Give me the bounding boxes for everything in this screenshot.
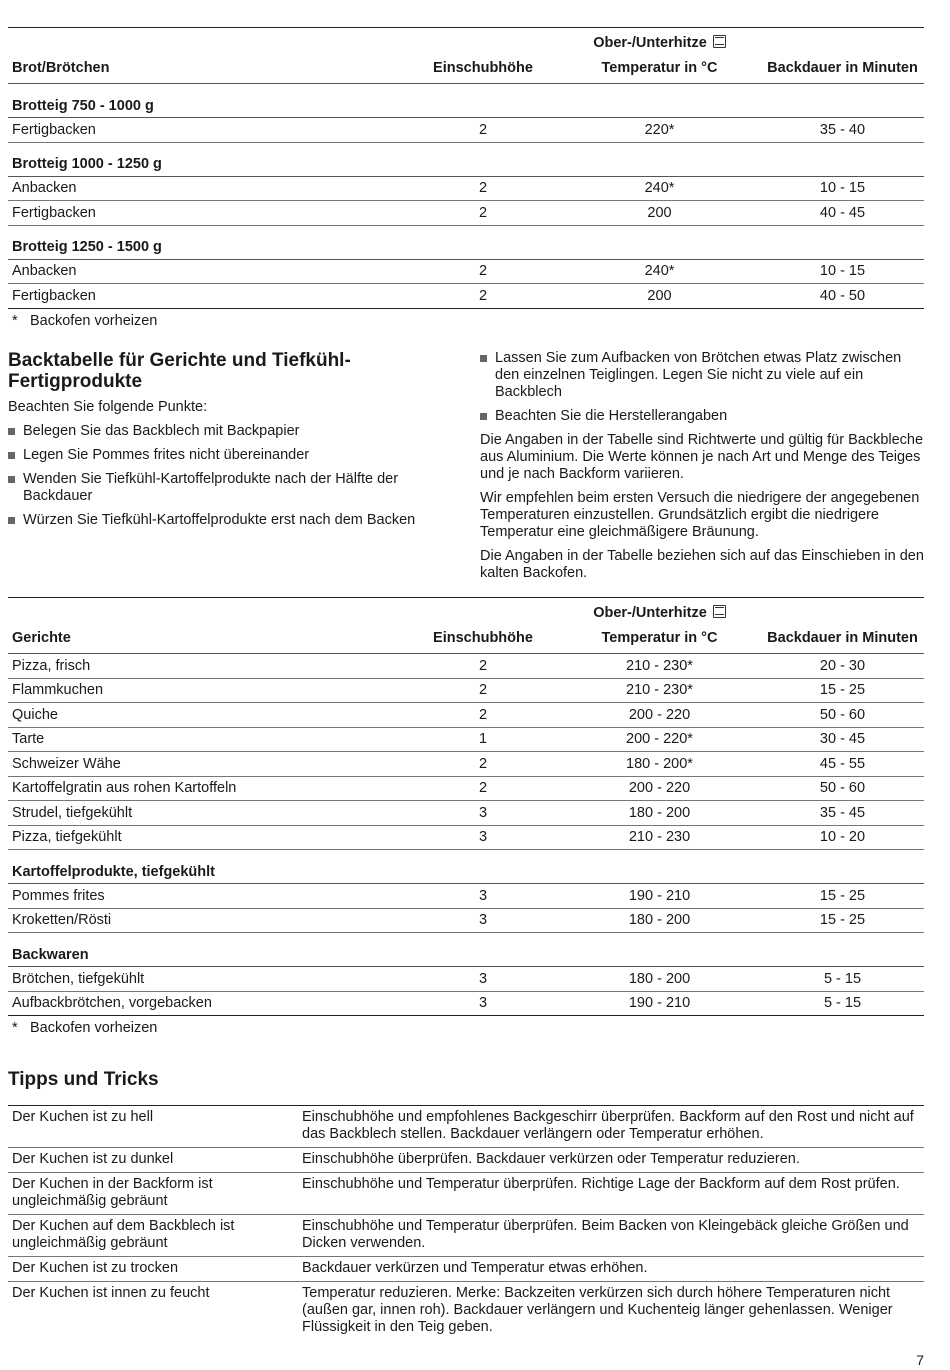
level-cell: 2 — [408, 284, 558, 309]
footnote-text: Backofen vorheizen — [30, 1020, 158, 1036]
list-item: Belegen Sie das Backblech mit Backpapier — [8, 423, 458, 440]
footnote-star: * — [12, 1020, 18, 1036]
footnote — [8, 309, 924, 333]
mode-label-cell: Ober-/Unterhitze — [558, 28, 761, 54]
bullet-list-right — [480, 350, 926, 425]
problem-cell: Der Kuchen in der Backform ist ungleichmäßig gebräunt — [8, 1173, 298, 1215]
table-row: Kroketten/Rösti 3 180 - 200 15 - 25 — [8, 908, 924, 933]
footnote-text: Backofen vorheizen — [30, 312, 158, 329]
dish-cell: Fertigbacken — [8, 284, 408, 309]
table-row — [8, 1282, 924, 1341]
temperature-cell: 240* — [558, 259, 761, 284]
bullet-square-icon — [480, 413, 487, 420]
solution-cell: Backdauer verkürzen und Temperatur etwas erhöhen. — [298, 1257, 924, 1282]
bullet-list-left — [8, 423, 458, 529]
table-row: Aufbackbrötchen, vorgebacken 3 190 - 210 5 - 15 — [8, 991, 924, 1016]
notes-left-column — [8, 350, 458, 536]
table-row: Strudel, tiefgekühlt 3 180 - 200 35 - 45 — [8, 801, 924, 826]
bullet-square-icon — [8, 517, 15, 524]
temperature-cell: 200 — [558, 201, 761, 226]
bread-baking-table — [8, 27, 924, 309]
list-item: Legen Sie Pommes frites nicht übereinander — [8, 447, 458, 464]
solution-cell: Einschubhöhe und empfohlenes Backgeschirr überprüfen. Backform auf den Rost und nicht auf das Backblech stellen. Backdauer verlängern oder Temperatur erhöhen. — [298, 1106, 924, 1148]
temperature-cell: 220* — [558, 118, 761, 143]
solution-cell: Temperatur reduzieren. Merke: Backzeiten verkürzen sich durch höhere Temperaturen nicht (außen gar, innen roh). Backdauer verlängern und Kuchenteig länger gehenlassen. Weniger Flüssigkeit in den Teig geben. — [302, 1285, 893, 1335]
mode-label-cell: Ober-/Unterhitze — [558, 598, 761, 624]
dish-cell: Fertigbacken — [8, 201, 408, 226]
paragraph: Die Angaben in der Tabelle sind Richtwerte und gültig für Backbleche aus Aluminium. Die Werte können je nach Art und Menge des Teiges und je nach Backform variieren. — [480, 432, 924, 482]
group-title: Brotteig 750 - 1000 g — [8, 84, 924, 118]
duration-cell: 35 - 40 — [761, 118, 924, 143]
column-header: Einschubhöhe — [408, 54, 558, 84]
table-row: Kartoffelgratin aus rohen Kartoffeln 2 200 - 220 50 - 60 — [8, 776, 924, 801]
table-row — [8, 1148, 924, 1173]
solution-cell: Einschubhöhe überprüfen. Backdauer verkürzen oder Temperatur reduzieren. — [298, 1148, 924, 1173]
tips-table — [8, 1105, 924, 1340]
paragraph: Wir empfehlen beim ersten Versuch die niedrigere der angegebenen Temperaturen einzustellen. Grundsätzlich ergibt die niedrigere Temperatur eine gleichmäßigere Bräunung. — [480, 490, 920, 540]
table-row — [8, 259, 924, 284]
bullet-square-icon — [8, 476, 15, 483]
tips-heading: Tipps und Tricks — [8, 1069, 159, 1090]
list-item: Wenden Sie Tiefkühl-Kartoffelprodukte nach der Hälfte der Backdauer — [8, 471, 458, 505]
table-row — [8, 1215, 924, 1257]
level-cell: 2 — [408, 259, 558, 284]
column-header: Backdauer in Minuten — [761, 54, 924, 84]
dish-cell: Fertigbacken — [8, 118, 408, 143]
bullet-square-icon — [8, 428, 15, 435]
table-row — [8, 201, 924, 226]
dish-cell: Anbacken — [8, 176, 408, 201]
bullet-square-icon — [480, 355, 487, 362]
table-row — [8, 1106, 924, 1148]
group-title: Brotteig 1000 - 1250 g — [8, 142, 924, 176]
level-cell: 2 — [408, 176, 558, 201]
group-title: Kartoffelprodukte, tiefgekühlt — [8, 850, 924, 884]
bullet-square-icon — [8, 452, 15, 459]
column-header: Temperatur in °C — [558, 624, 761, 654]
top-bottom-heat-icon — [713, 35, 726, 48]
table-row: Pizza, tiefgekühlt 3 210 - 230 10 - 20 — [8, 825, 924, 850]
footnote — [8, 1016, 924, 1040]
bread-table-block — [8, 27, 924, 333]
table-row: Pommes frites 3 190 - 210 15 - 25 — [8, 884, 924, 909]
paragraph: Die Angaben in der Tabelle beziehen sich auf das Einschieben in den kalten Backofen. — [480, 548, 924, 581]
level-cell: 2 — [408, 201, 558, 226]
list-item: Lassen Sie zum Aufbacken von Brötchen etwas Platz zwischen den einzelnen Teiglingen. Legen Sie nicht zu viele auf ein Backblech — [480, 350, 926, 401]
table-row — [8, 284, 924, 309]
table-row — [8, 1257, 924, 1282]
duration-cell: 10 - 15 — [761, 176, 924, 201]
dish-cell: Anbacken — [8, 259, 408, 284]
group-title: Brotteig 1250 - 1500 g — [8, 225, 924, 259]
dishes-baking-table — [8, 597, 924, 1016]
problem-cell: Der Kuchen ist zu hell — [8, 1106, 298, 1148]
column-header: Gerichte — [8, 624, 408, 654]
level-cell: 2 — [408, 118, 558, 143]
column-header: Einschubhöhe — [408, 624, 558, 654]
list-item: Würzen Sie Tiefkühl-Kartoffelprodukte erst nach dem Backen — [8, 512, 458, 529]
temperature-cell: 240* — [558, 176, 761, 201]
page-number: 7 — [916, 1352, 924, 1368]
table-row — [8, 1173, 924, 1215]
group-title: Backwaren — [8, 933, 924, 967]
column-header: Temperatur in °C — [558, 54, 761, 84]
solution-cell: Einschubhöhe und Temperatur überprüfen. Beim Backen von Kleingebäck gleiche Größen und Dicken verwenden. — [298, 1215, 924, 1257]
section-heading: Backtabelle für Gerichte und Tiefkühl-Fertigprodukte — [8, 350, 351, 392]
table-row: Schweizer Wähe 2 180 - 200* 45 - 55 — [8, 752, 924, 777]
problem-cell: Der Kuchen auf dem Backblech ist ungleichmäßig gebräunt — [8, 1215, 298, 1257]
table-row: Quiche 2 200 - 220 50 - 60 — [8, 703, 924, 728]
dishes-table-block — [8, 597, 924, 1040]
problem-cell: Der Kuchen ist zu trocken — [8, 1257, 298, 1282]
table-row — [8, 118, 924, 143]
table-row: Brötchen, tiefgekühlt 3 180 - 200 5 - 15 — [8, 967, 924, 992]
notes-right-column — [480, 350, 926, 589]
solution-cell: Einschubhöhe und Temperatur überprüfen. Richtige Lage der Backform auf dem Rost prüfen. — [298, 1173, 924, 1215]
table-row: Pizza, frisch 2 210 - 230* 20 - 30 — [8, 654, 924, 679]
footnote-star: * — [12, 312, 18, 329]
duration-cell: 10 - 15 — [761, 259, 924, 284]
table-row: Flammkuchen 2 210 - 230* 15 - 25 — [8, 678, 924, 703]
problem-cell: Der Kuchen ist innen zu feucht — [12, 1285, 210, 1301]
problem-cell: Der Kuchen ist zu dunkel — [8, 1148, 298, 1173]
top-bottom-heat-icon — [713, 605, 726, 618]
list-item: Beachten Sie die Herstellerangaben — [480, 408, 926, 425]
column-header: Brot/Brötchen — [8, 54, 408, 84]
duration-cell: 40 - 50 — [761, 284, 924, 309]
tips-block — [8, 1105, 924, 1340]
temperature-cell: 200 — [558, 284, 761, 309]
column-header: Backdauer in Minuten — [761, 624, 924, 654]
table-row: Tarte 1 200 - 220* 30 - 45 — [8, 727, 924, 752]
table-row — [8, 176, 924, 201]
duration-cell: 40 - 45 — [761, 201, 924, 226]
section-intro: Beachten Sie folgende Punkte: — [8, 399, 208, 415]
